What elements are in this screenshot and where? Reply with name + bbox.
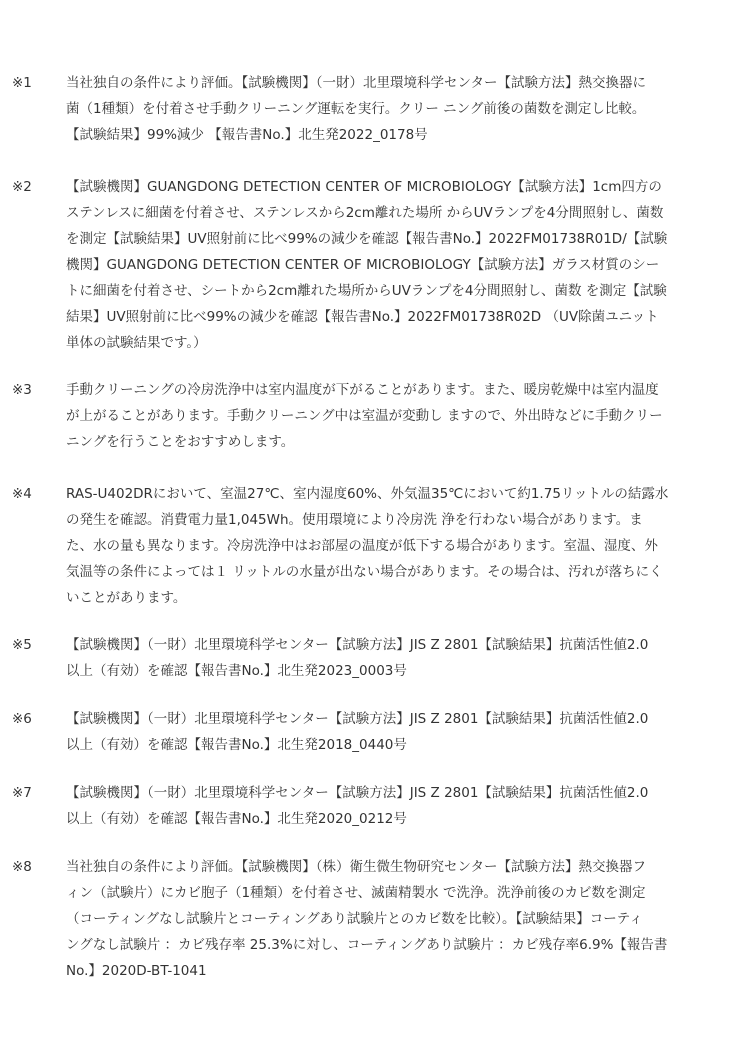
footnote-line: 気温等の条件によっては１ リットルの水量が出ない場合があります。その場合は、汚れが落ちにく (66, 564, 663, 580)
footnote-line: 手動クリーニングの冷房洗浄中は室内温度が下がることがあります。また、暖房乾燥中は室内温度 (66, 382, 659, 398)
footnote-line: トに細菌を付着させ、シートから2cm離れた場所からUVランプを4分間照射し、菌数 を測定【試験 (66, 283, 667, 299)
footnote-line: ステンレスに細菌を付着させ、ステンレスから2cm離れた場所 からUVランプを4分間照射し、菌数 (66, 205, 664, 221)
footnote-line: 菌（1種類）を付着させ手動クリーニング運転を実行。クリー ニング前後の菌数を測定し比較。 (66, 101, 646, 117)
footnote-line: （コーティングなし試験片とコーティングあり試験片とのカビ数を比較）。【試験結果】コーティ (66, 911, 643, 927)
footnote-text (66, 481, 732, 611)
footnote-marker: ※1 (12, 75, 32, 91)
footnote-line: 【試験機関】（一財）北里環境科学センター【試験方法】JIS Z 2801【試験結果】抗菌活性値2.0 (66, 785, 649, 801)
footnote-marker: ※2 (12, 179, 32, 195)
footnote-line: いことがあります。 (66, 590, 187, 606)
footnote-line: 機関】GUANGDONG DETECTION CENTER OF MICROBIOLOGY【試験方法】ガラス材質のシー (66, 257, 660, 273)
footnote-line: 当社独自の条件により評価。【試験機関】（一財）北里環境科学センター【試験方法】熱交換器に (66, 75, 646, 91)
footnote-line: 以上（有効）を確認【報告書No.】北生発2020_0212号 (66, 811, 407, 827)
footnote-line: た、水の量も異なります。冷房洗浄中はお部屋の温度が低下する場合があります。室温、湿度、外 (66, 538, 658, 554)
footnote-line: 【試験結果】99%減少 【報告書No.】北生発2022_0178号 (66, 127, 428, 143)
footnote-marker: ※5 (12, 637, 32, 653)
footnote-line: ニングを行うことをおすすめします。 (66, 434, 295, 450)
footnote-marker: ※7 (12, 785, 32, 801)
footnote-line: RAS-U402DRにおいて、室温27℃、室内湿度60%、外気温35℃において約1.75リットルの結露水 (66, 486, 669, 502)
footnote-marker: ※6 (12, 711, 32, 727)
footnote-line: 【試験機関】GUANGDONG DETECTION CENTER OF MICROBIOLOGY【試験方法】1cm四方の (66, 179, 662, 195)
footnote-marker: ※3 (12, 382, 32, 398)
footnote-line: ングなし試験片 ：カビ残存率 25.3%に対し、コーティングあり試験片 ：カビ残存率6.9%【報告書 (66, 937, 668, 953)
footnote-text (66, 780, 732, 832)
footnote-text (66, 706, 732, 758)
footnote-text (66, 174, 732, 356)
footnote-line: 単体の試験結果です。） (66, 335, 207, 351)
footnote-line: 以上（有効）を確認【報告書No.】北生発2018_0440号 (66, 737, 407, 753)
footnote-text (66, 70, 732, 148)
footnote-line: 【試験機関】（一財）北里環境科学センター【試験方法】JIS Z 2801【試験結果】抗菌活性値2.0 (66, 711, 649, 727)
footnote-line: 当社独自の条件により評価。【試験機関】（株）衛生微生物研究センター【試験方法】熱交換器フ (66, 859, 646, 875)
footnote-text (66, 854, 732, 984)
footnote-text (66, 377, 732, 455)
footnote-line: 以上（有効）を確認【報告書No.】北生発2023_0003号 (66, 663, 407, 679)
footnote-marker: ※4 (12, 486, 32, 502)
footnote-line: が上がることがあります。手動クリーニング中は室温が変動し ますので、外出時などに手動クリー (66, 408, 663, 424)
footnote-line: ィン（試験片）にカビ胞子（1種類）を付着させ、滅菌精製水 で洗浄。洗浄前後のカビ数を測定 (66, 885, 646, 901)
footnote-line: No.】2020D-BT-1041 (66, 963, 207, 979)
footnote-line: 【試験機関】（一財）北里環境科学センター【試験方法】JIS Z 2801【試験結果】抗菌活性値2.0 (66, 637, 649, 653)
footnote-line: 結果】UV照射前に比べ99%の減少を確認【報告書No.】2022FM01738R02D （UV除菌ユニット (66, 309, 659, 325)
footnote-marker: ※8 (12, 859, 32, 875)
footnote-line: を測定【試験結果】UV照射前に比べ99%の減少を確認【報告書No.】2022FM01738R01D/【試験 (66, 231, 668, 247)
footnote-text (66, 632, 732, 684)
footnote-line: の発生を確認。消費電力量1,045Wh。使用環境により冷房洗 浄を行わない場合があります。ま (66, 512, 643, 528)
